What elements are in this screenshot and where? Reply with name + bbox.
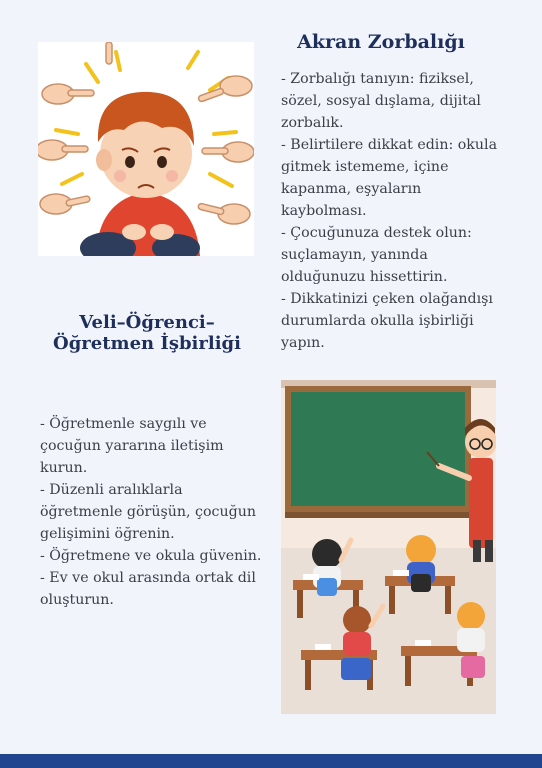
bullying-paragraph: - Dikkatinizi çeken olağandışı durumlarda okulla işbirliği yapın. (281, 291, 493, 351)
sad-boy-illustration (38, 42, 254, 256)
classroom-scene-illustration (281, 380, 496, 714)
cooperation-paragraph: - Öğretmene ve okula güvenin. (40, 548, 262, 564)
cooperation-text (40, 413, 265, 611)
footer-bar (0, 754, 542, 768)
bullying-illustration (38, 42, 254, 256)
cooperation-title (38, 312, 256, 354)
cooperation-paragraph: - Ev ve okul arasında ortak dil oluşturun. (40, 570, 256, 608)
bullying-paragraph: - Belirtilere dikkat edin: okula gitmek istememe, içine kapanma, eşyaların kaybolması. (281, 137, 498, 219)
cooperation-paragraph: - Öğretmenle saygılı ve çocuğun yararına iletişim kurun. (40, 416, 224, 476)
bullying-title: Akran Zorbalığı (297, 31, 465, 53)
bullying-paragraph: - Zorbalığı tanıyın: fiziksel, sözel, sosyal dışlama, dijital zorbalık. (281, 71, 481, 131)
bullying-text (281, 68, 506, 354)
cooperation-title-line: Öğretmen İşbirliği (53, 333, 241, 354)
classroom-illustration (281, 380, 496, 714)
bullying-paragraph: - Çocuğunuza destek olun: suçlamayın, yanında olduğunuzu hissettirin. (281, 225, 472, 285)
cooperation-paragraph: - Düzenli aralıklarla öğretmenle görüşün, çocuğun gelişimini öğrenin. (40, 482, 256, 542)
cooperation-title-line: Veli–Öğrenci– (79, 312, 215, 333)
